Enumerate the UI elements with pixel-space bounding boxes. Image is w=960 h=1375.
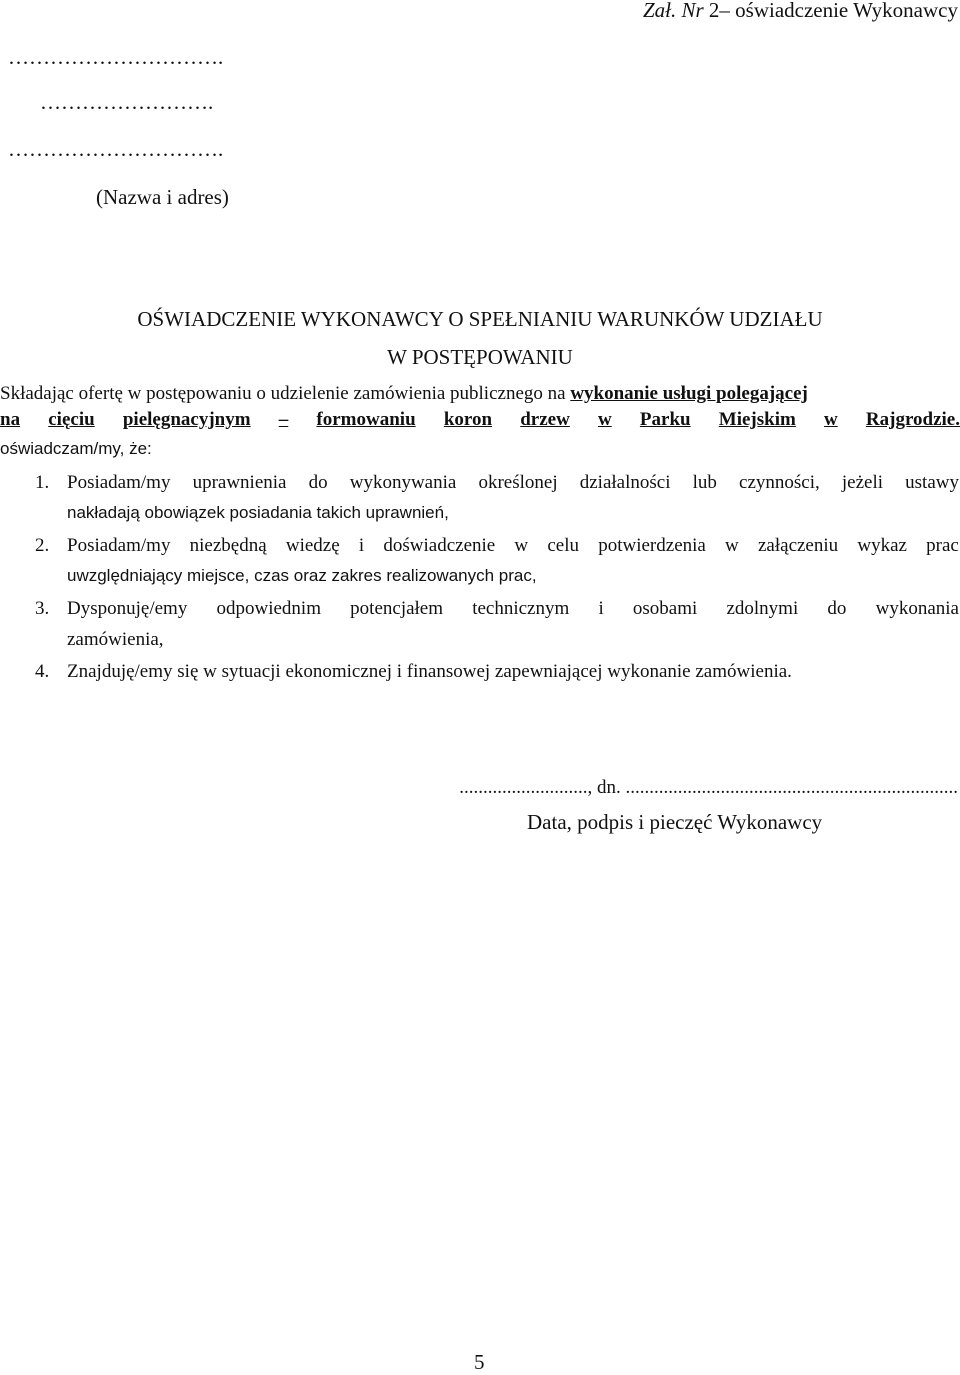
item-number: 1. <box>35 472 50 493</box>
item-line-1 <box>67 598 959 620</box>
item-word: wykonania <box>875 598 959 619</box>
address-dots-line-1: …………………………. <box>8 45 224 69</box>
intro-word: w <box>598 409 612 430</box>
item-word: lub <box>692 472 717 493</box>
item-line-2: uwzględniający miejsce, czas oraz zakres realizowanych prac, <box>67 566 537 585</box>
item-word: i <box>598 598 604 619</box>
item-word: Posiadam/my <box>67 535 171 556</box>
document-title-line-1: OŚWIADCZENIE WYKONAWCY O SPEŁNIANIU WARUNKÓW UDZIAŁU <box>137 307 823 331</box>
intro-word: cięciu <box>48 409 95 430</box>
intro-word: koron <box>443 409 493 430</box>
item-line-2: zamówienia, <box>67 629 164 650</box>
intro-word: – <box>278 409 289 430</box>
item-word: wykonywania <box>349 472 457 493</box>
item-word: załączeniu <box>757 535 839 556</box>
attachment-header <box>643 0 958 23</box>
item-word: do <box>308 472 328 493</box>
item-word: określonej <box>478 472 558 493</box>
item-word: osobami <box>632 598 698 619</box>
item-word: potwierdzenia <box>598 535 706 556</box>
item-word: potencjałem <box>350 598 444 619</box>
intro-word: w <box>823 409 838 430</box>
intro-line-1 <box>0 380 960 408</box>
item-line-2: nakładają obowiązek posiadania takich uprawnień, <box>67 503 449 522</box>
item-word: ustawy <box>905 472 959 493</box>
intro-text: Składając ofertę w postępowaniu o udzielenie zamówienia publicznego na <box>0 383 571 404</box>
intro-line-2 <box>0 406 960 434</box>
item-word: czynności, <box>739 472 820 493</box>
item-word: zdolnymi <box>726 598 799 619</box>
item-word: odpowiednim <box>216 598 321 619</box>
item-word: w <box>514 535 529 556</box>
item-word: do <box>827 598 847 619</box>
intro-word: Miejskim <box>718 409 796 430</box>
service-name-underlined: wykonanie usługi polegającej <box>570 383 808 404</box>
attachment-prefix: Zał. Nr <box>642 0 709 22</box>
item-line-1: Znajduję/emy się w sytuacji ekonomicznej i finansowej zapewniającej wykonanie zamówienia. <box>67 661 792 682</box>
item-number: 3. <box>35 598 50 619</box>
attachment-number: 2 <box>708 0 720 22</box>
document-title-line-2: W POSTĘPOWANIU <box>387 345 573 369</box>
signature-dotted-line: ..........................., dn. ...................................................................... <box>459 777 958 798</box>
item-line-1 <box>67 472 959 494</box>
intro-word: Rajgrodzie. <box>865 409 960 430</box>
item-word: jeżeli <box>841 472 884 493</box>
address-dots-line-2: ……………………. <box>40 90 214 114</box>
item-word: wiedzę <box>285 535 340 556</box>
attachment-title: – oświadczenie Wykonawcy <box>719 0 958 22</box>
intro-word: na <box>0 409 21 430</box>
item-word: Dysponuję/emy <box>67 598 188 619</box>
item-word: prac <box>926 535 959 556</box>
item-word: działalności <box>579 472 671 493</box>
intro-line-3 <box>0 435 960 463</box>
item-word: niezbędną <box>189 535 267 556</box>
intro-word: drzew <box>520 409 570 430</box>
item-word: w <box>725 535 739 556</box>
item-line-1 <box>67 535 959 557</box>
address-dots-line-3: …………………………. <box>8 137 224 161</box>
item-number: 4. <box>35 661 50 682</box>
item-number: 2. <box>35 535 50 556</box>
signature-label: Data, podpis i pieczęć Wykonawcy <box>527 810 823 834</box>
item-word: i <box>358 535 365 556</box>
intro-word: Parku <box>639 409 691 430</box>
intro-word: pielęgnacyjnym <box>122 409 251 430</box>
item-word: wykaz <box>857 535 907 556</box>
item-word: technicznym <box>472 598 570 619</box>
item-word: uprawnienia <box>192 472 287 493</box>
page-number: 5 <box>474 1350 485 1374</box>
address-label: (Nazwa i adres) <box>96 185 229 209</box>
item-word: celu <box>547 535 580 556</box>
item-word: doświadczenie <box>383 535 496 556</box>
declaration-lead: oświadczam/my, że: <box>0 439 152 458</box>
intro-word: formowaniu <box>316 409 416 430</box>
item-word: Posiadam/my <box>67 472 171 493</box>
